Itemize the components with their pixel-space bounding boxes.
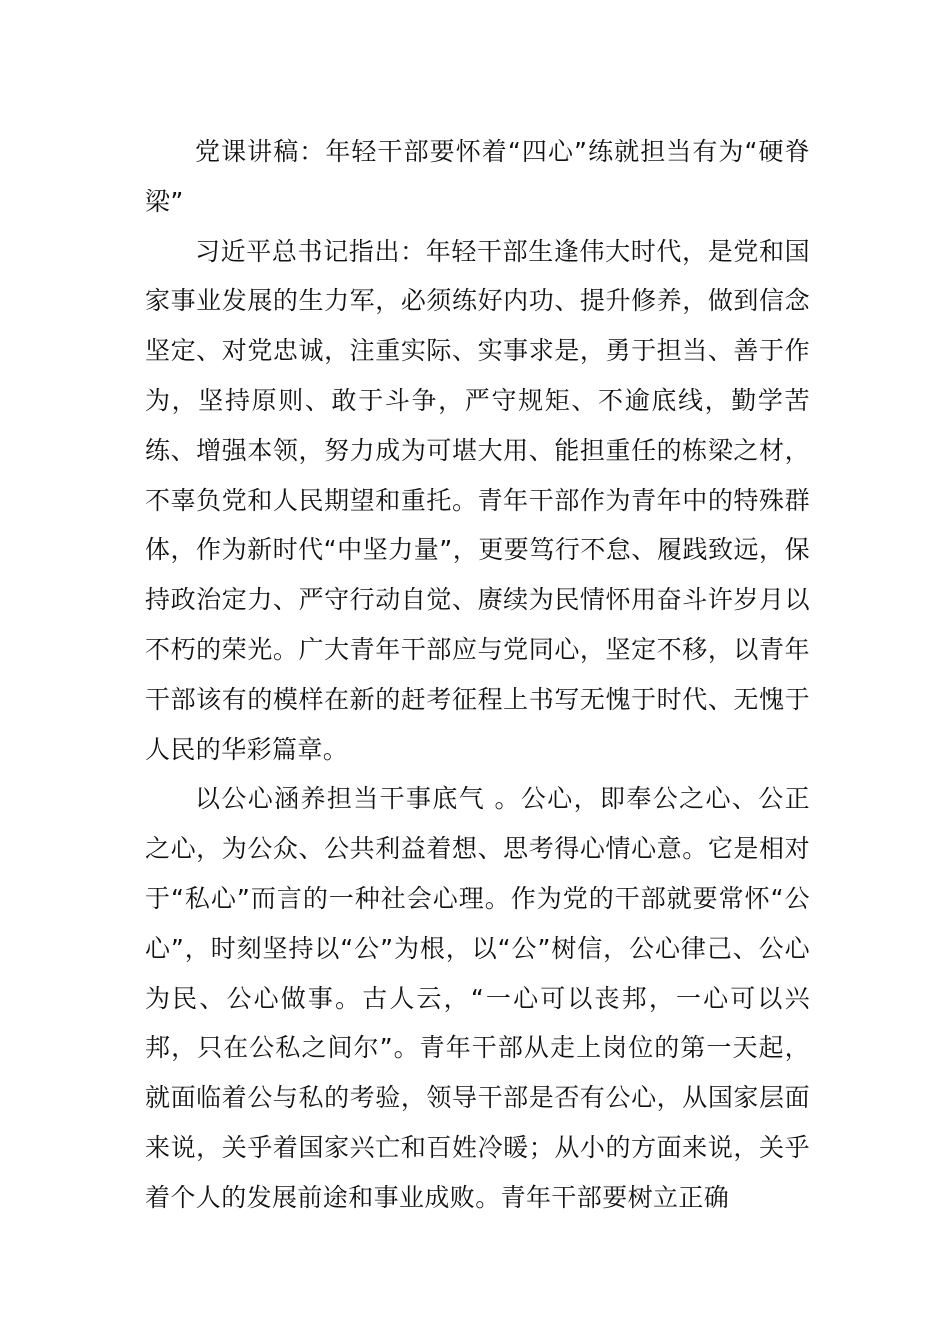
body-paragraph-public-heart: 以公心涵养担当干事底气 。公心，即奉公之心、公正之心，为公众、公共利益着想、思考得心情心意。它是相对于“私心”而言的一种社会心理。作为党的干部就要常怀“公心”，时刻坚持以“公”为根，以“公”树信，公心律己、公心为民、公心做事。古人云，“一心可以丧邦，一心可以兴邦，只在公私之间尔”。青年干部从走上岗位的第一天起，就面临着公与私的考验，领导干部是否有公心，从国家层面来说，关乎着国家兴亡和百姓冷暖；从小的方面来说，关乎着个人的发展前途和事业成败。青年干部要树立正确	[145, 784, 810, 1212]
document-body	[145, 127, 810, 1223]
document-title-paragraph: 党课讲稿：年轻干部要怀着“四心”练就担当有为“硬脊梁”	[145, 137, 810, 216]
body-paragraph-intro: 习近平总书记指出：年轻干部生逢伟大时代，是党和国家事业发展的生力军，必须练好内功、提升修养，做到信念坚定、对党忠诚，注重实际、实事求是，勇于担当、善于作为，坚持原则、敢于斗争，严守规矩、不逾底线，勤学苦练、增强本领，努力成为可堪大用、能担重任的栋梁之材，不辜负党和人民期望和重托。青年干部作为青年中的特殊群体，作为新时代“中坚力量”，更要笃行不怠、履践致远，保持政治定力、严守行动自觉、赓续为民情怀用奋斗许岁月以不朽的荣光。广大青年干部应与党同心，坚定不移，以青年干部该有的模样在新的赶考征程上书写无愧于时代、无愧于人民的华彩篇章。	[145, 236, 810, 764]
